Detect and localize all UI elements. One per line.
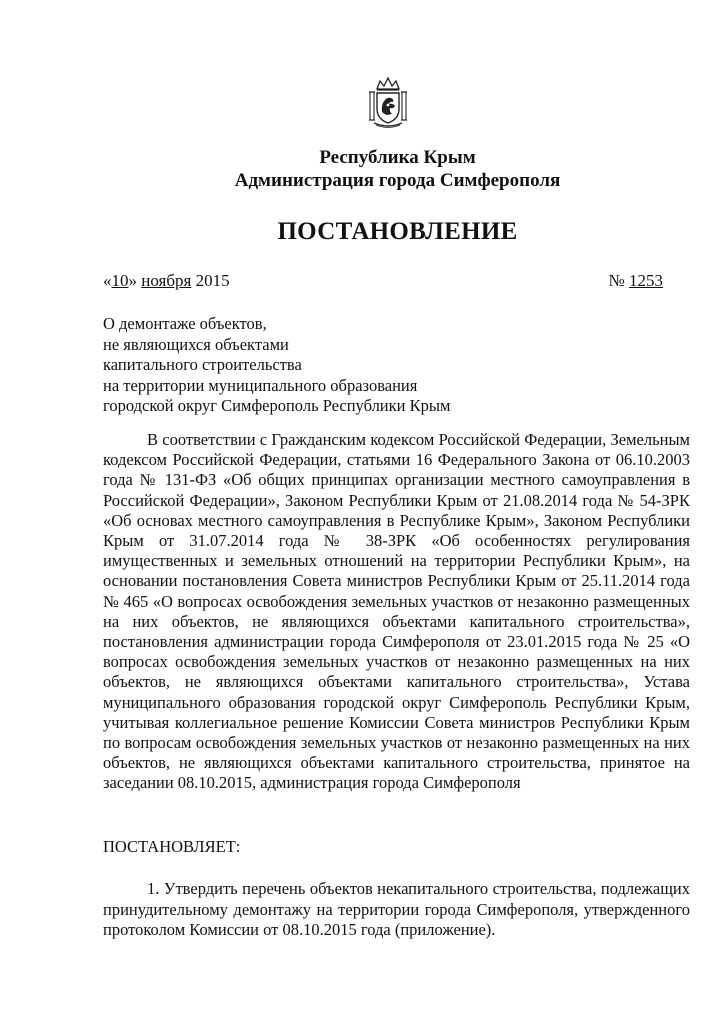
- resolution-item-1: 1. Утвердить перечень объектов некапитального строительства, подлежащих принудительному демонтажу на территории города Симферополя, утвержденного протоколом Комиссии от 08.10.2015 года (приложение).: [103, 879, 690, 939]
- document-type-label: ПОСТАНОВЛЕНИЕ: [277, 218, 518, 245]
- subject-line: не являющихся объектами: [103, 334, 289, 354]
- date-day: 10: [111, 271, 129, 290]
- document-number: № 1253: [608, 271, 663, 290]
- date-number-line: [103, 270, 663, 292]
- document-subject: [103, 314, 523, 417]
- subject-line: на территории муниципального образования: [103, 375, 418, 395]
- preamble-paragraph: В соответствии с Гражданским кодексом Российской Федерации, Земельным кодексом Российской Федерации, статьями 16 Федерального Закона от 06.10.2003 года № 131-ФЗ «Об общих принципах организации местного самоуправления в Российской Федерации», Законом Республики Крым от 21.08.2014 года № 54-ЗРК «Об основах местного самоуправления в Республике Крым», Законом Республики Крым от 31.07.2014 года № 38-ЗРК «Об особенностях регулирования имущественных и земельных отношений на территории Республики Крым», на основании постановления Совета министров Республики Крым от 25.11.2014 года № 465 «О вопросах освобождения земельных участков от незаконно размещенных на них объектов, не являющихся объектами капитального строительства», постановления администрации города Симферополя от 23.01.2015 года № 25 «О вопросах освобождения земельных участков от незаконно размещенных на них объектов, не являющихся объектами капитального строительства», Устава муниципального образования городской округ Симферополь Республики Крым, учитывая коллегиальное решение Комиссии Совета министров Республики Крым по вопросам освобождения земельных участков от незаконно размещенных на них объектов, не являющихся объектами капитального строительства, принятое на заседании 08.10.2015, администрация города Симферополя: [103, 430, 690, 793]
- subject-line: О демонтаже объектов,: [103, 314, 267, 333]
- document-number-value: 1253: [629, 271, 663, 290]
- subject-line: капитального строительства: [103, 355, 302, 374]
- administration-name: Администрация города Симферополя: [234, 170, 561, 191]
- subject-line: городской округ Симферополь Республики Крым: [103, 396, 451, 415]
- region-name: Республика Крым: [319, 147, 476, 168]
- date-year: 2015: [191, 271, 230, 290]
- crimea-coat-of-arms-icon: [368, 76, 408, 130]
- issuer-header: [0, 146, 725, 192]
- date-month: ноября: [141, 271, 192, 290]
- document-type-title: [0, 218, 725, 246]
- document-date: «10» ноября 2015: [103, 271, 230, 290]
- resolves-heading: ПОСТАНОВЛЯЕТ:: [103, 837, 241, 856]
